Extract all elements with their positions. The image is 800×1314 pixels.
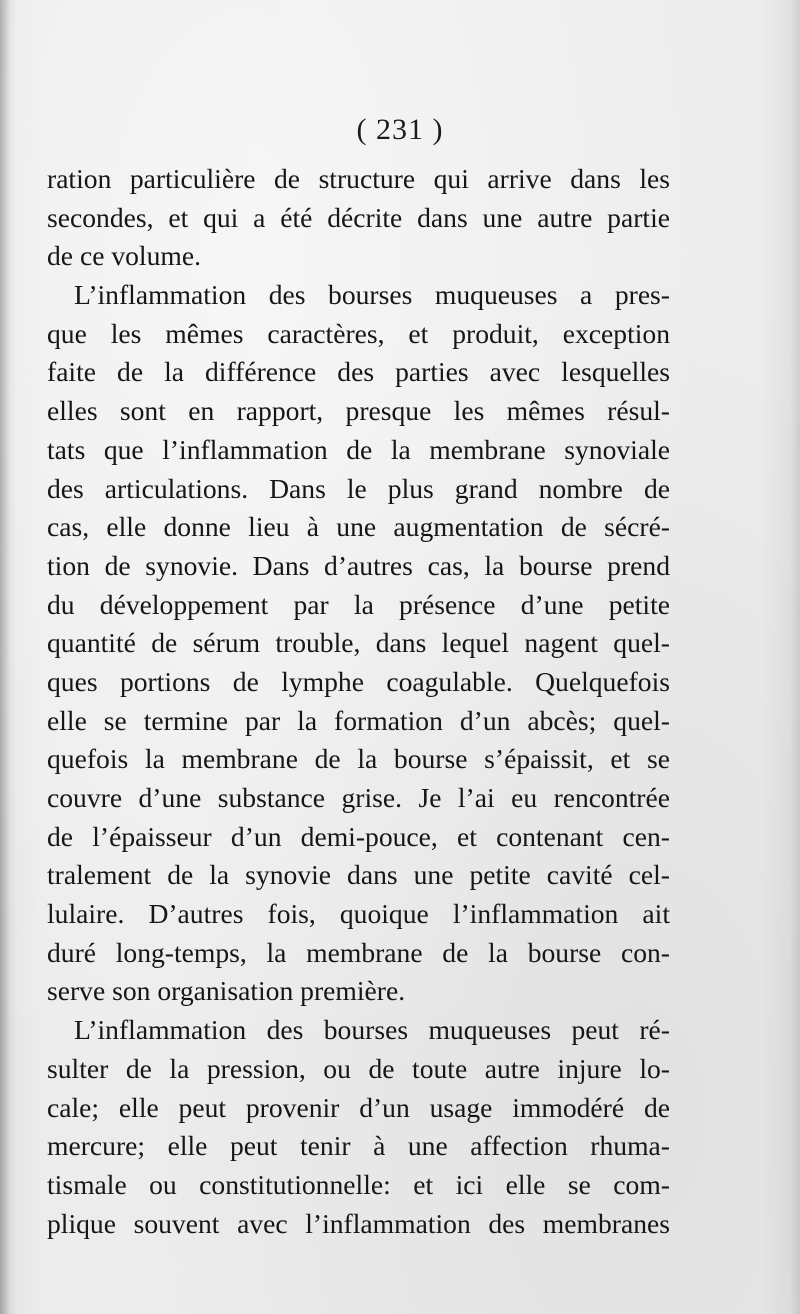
- text-line: cale; elle peut provenir d’un usage immodéré de: [47, 1091, 670, 1123]
- text-line: des articulations. Dans le plus grand nombre de: [47, 472, 670, 504]
- page-number: ( 231 ): [356, 113, 444, 146]
- text-line: de ce volume.: [47, 240, 202, 272]
- text-line: L’inflammation des bourses muqueuses peut ré-: [74, 1014, 670, 1046]
- text-line: duré long-temps, la membrane de la bourse con-: [47, 936, 670, 968]
- text-line: ration particulière de structure qui arrive dans les: [47, 163, 670, 194]
- text-line: quefois la membrane de la bourse s’épaissit, et se: [47, 743, 670, 775]
- text-line: elle se termine par la formation d’un abcès; quel-: [47, 704, 670, 736]
- text-line: sulter de la pression, ou de toute autre injure lo-: [47, 1052, 670, 1084]
- text-line: de l’épaisseur d’un demi-pouce, et contenant cen-: [47, 820, 670, 852]
- text-line: quantité de sérum trouble, dans lequel nagent quel-: [47, 627, 670, 659]
- text-line: lulaire. D’autres fois, quoique l’inflammation ait: [47, 898, 670, 930]
- body-text: [47, 160, 670, 1243]
- text-line: tralement de la synovie dans une petite cavité cel-: [47, 859, 670, 891]
- text-line: du développement par la présence d’une petite: [47, 588, 670, 620]
- text-line: elles sont en rapport, presque les mêmes résul-: [47, 395, 670, 427]
- paragraph-3: [47, 1011, 670, 1243]
- text-line: faite de la différence des parties avec lesquelles: [47, 356, 670, 388]
- text-line: tismale ou constitutionnelle: et ici elle se com-: [47, 1168, 670, 1200]
- text-line: serve son organisation première.: [47, 975, 406, 1007]
- paragraph-2: [47, 276, 670, 1011]
- text-line: que les mêmes caractères, et produit, exception: [47, 317, 670, 349]
- text-line: tats que l’inflammation de la membrane synoviale: [47, 433, 670, 465]
- page-edge-shadow: [0, 0, 10, 1314]
- text-line: ques portions de lymphe coagulable. Quelquefois: [47, 665, 670, 697]
- text-line: mercure; elle peut tenir à une affection rhuma-: [47, 1130, 670, 1162]
- text-line: secondes, et qui a été décrite dans une autre partie: [47, 201, 670, 233]
- text-line: plique souvent avec l’inflammation des membranes: [47, 1207, 670, 1239]
- paragraph-1: [47, 160, 670, 276]
- text-line: cas, elle donne lieu à une augmentation de sécré-: [47, 511, 670, 543]
- text-line: tion de synovie. Dans d’autres cas, la bourse prend: [47, 549, 670, 581]
- text-line: couvre d’une substance grise. Je l’ai eu rencontrée: [47, 782, 670, 813]
- text-line: L’inflammation des bourses muqueuses a pres-: [74, 279, 670, 311]
